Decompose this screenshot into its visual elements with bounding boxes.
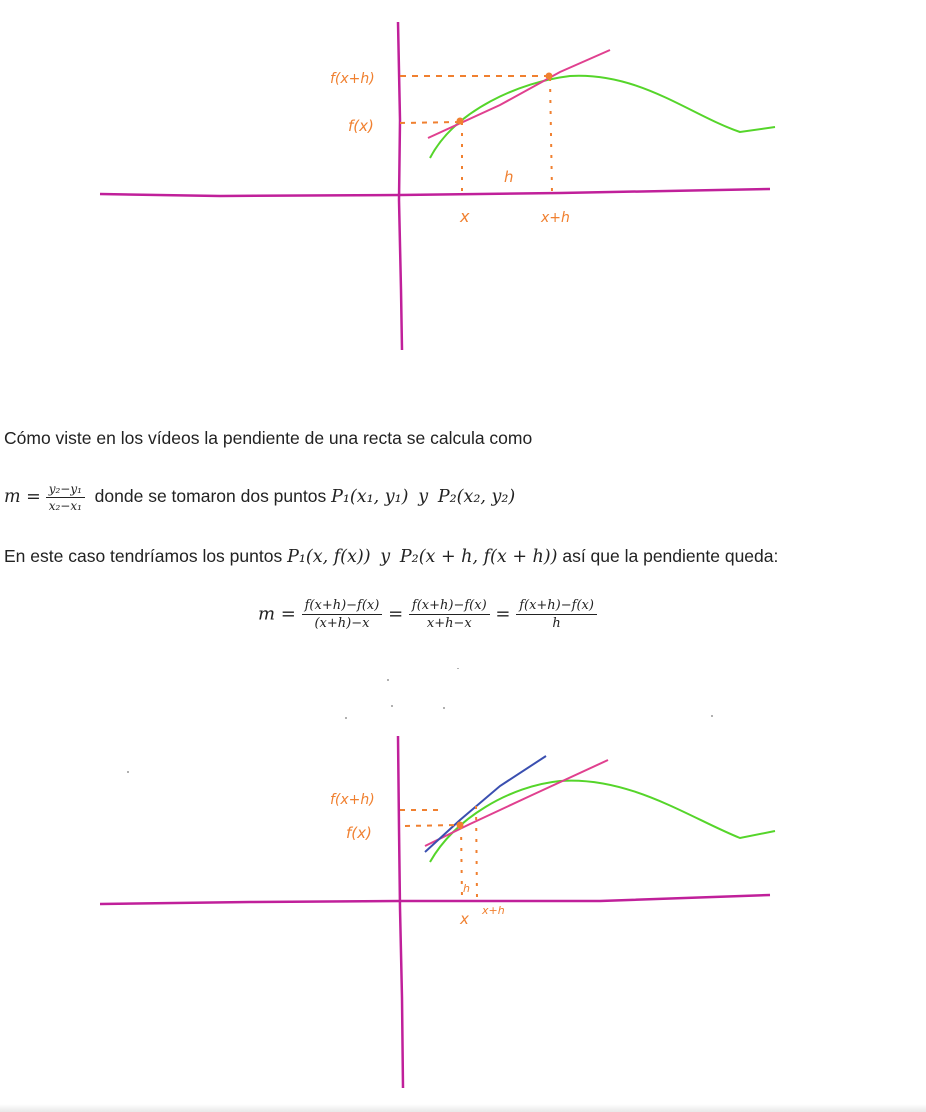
case-point-p1: P₁(x, f(x)) xyxy=(287,547,371,567)
result-f3-den: h xyxy=(552,616,561,631)
result-fraction-2 xyxy=(409,598,490,631)
label-fx: f(x) xyxy=(348,117,374,135)
label-xh: x+h xyxy=(482,904,505,917)
result-eq-2: = xyxy=(495,603,511,625)
guide-x-vertical xyxy=(461,826,462,898)
label-fxh: f(x+h) xyxy=(330,71,375,87)
label-x: x xyxy=(460,910,469,928)
secant-line xyxy=(428,50,610,138)
result-f2-num: f(x+h)−f(x) xyxy=(409,598,490,615)
function-curve xyxy=(430,781,775,862)
result-f2-den: x+h−x xyxy=(426,616,472,631)
conj-y: y xyxy=(418,487,429,508)
x-axis xyxy=(100,895,770,904)
guide-fx-horizontal xyxy=(400,122,460,123)
secant-line xyxy=(425,760,608,846)
donde-text: donde se tomaron dos puntos xyxy=(94,486,327,507)
point-p1: P₁(x₁, y₁) xyxy=(331,487,409,508)
result-f1-num: f(x+h)−f(x) xyxy=(302,598,383,615)
slope-numerator: y₂−y₁ xyxy=(46,482,85,498)
slope-denominator: x₂−x₁ xyxy=(48,499,82,513)
bottom-graph xyxy=(0,668,926,1098)
slope-fraction xyxy=(46,482,85,513)
y-axis xyxy=(398,22,402,350)
top-graph xyxy=(0,0,926,370)
label-xh: x+h xyxy=(541,210,570,226)
result-f3-num: f(x+h)−f(x) xyxy=(516,598,597,615)
label-fx: f(x) xyxy=(346,824,372,842)
case-point-p2: P₂(x + h, f(x + h)) xyxy=(399,547,558,567)
case-pre-text: En este caso tendríamos los puntos xyxy=(4,546,283,566)
result-lhs: m = xyxy=(258,603,296,625)
guide-fx-horizontal xyxy=(405,825,458,826)
guide-xh-vertical xyxy=(476,806,477,898)
label-h: h xyxy=(504,168,514,186)
stray-marks xyxy=(127,668,713,773)
intro-text: Cómo viste en los vídeos la pendiente de una recta se calcula como xyxy=(4,428,533,448)
function-curve xyxy=(430,76,775,158)
label-fxh: f(x+h) xyxy=(330,792,375,808)
intro-paragraph xyxy=(4,428,532,449)
page-bottom-shadow xyxy=(0,1104,926,1112)
result-fraction-1 xyxy=(302,598,383,631)
slope-lhs: m = xyxy=(4,487,41,508)
result-eq-1: = xyxy=(388,603,404,625)
x-axis xyxy=(100,189,770,196)
point-x xyxy=(457,822,464,829)
result-fraction-3 xyxy=(516,598,597,631)
case-post-text: así que la pendiente queda: xyxy=(562,546,779,566)
label-x: x xyxy=(460,207,470,226)
point-x xyxy=(457,118,464,125)
label-h: h xyxy=(463,882,470,895)
case-conj-y: y xyxy=(380,547,391,567)
case-paragraph xyxy=(4,546,778,567)
slope-formula-line xyxy=(4,482,515,513)
guide-xh-vertical xyxy=(550,78,552,192)
result-f1-den: (x+h)−x xyxy=(314,616,370,631)
point-p2: P₂(x₂, y₂) xyxy=(437,487,516,508)
y-axis xyxy=(398,736,403,1088)
result-formula xyxy=(258,598,597,631)
point-xh xyxy=(546,73,553,80)
